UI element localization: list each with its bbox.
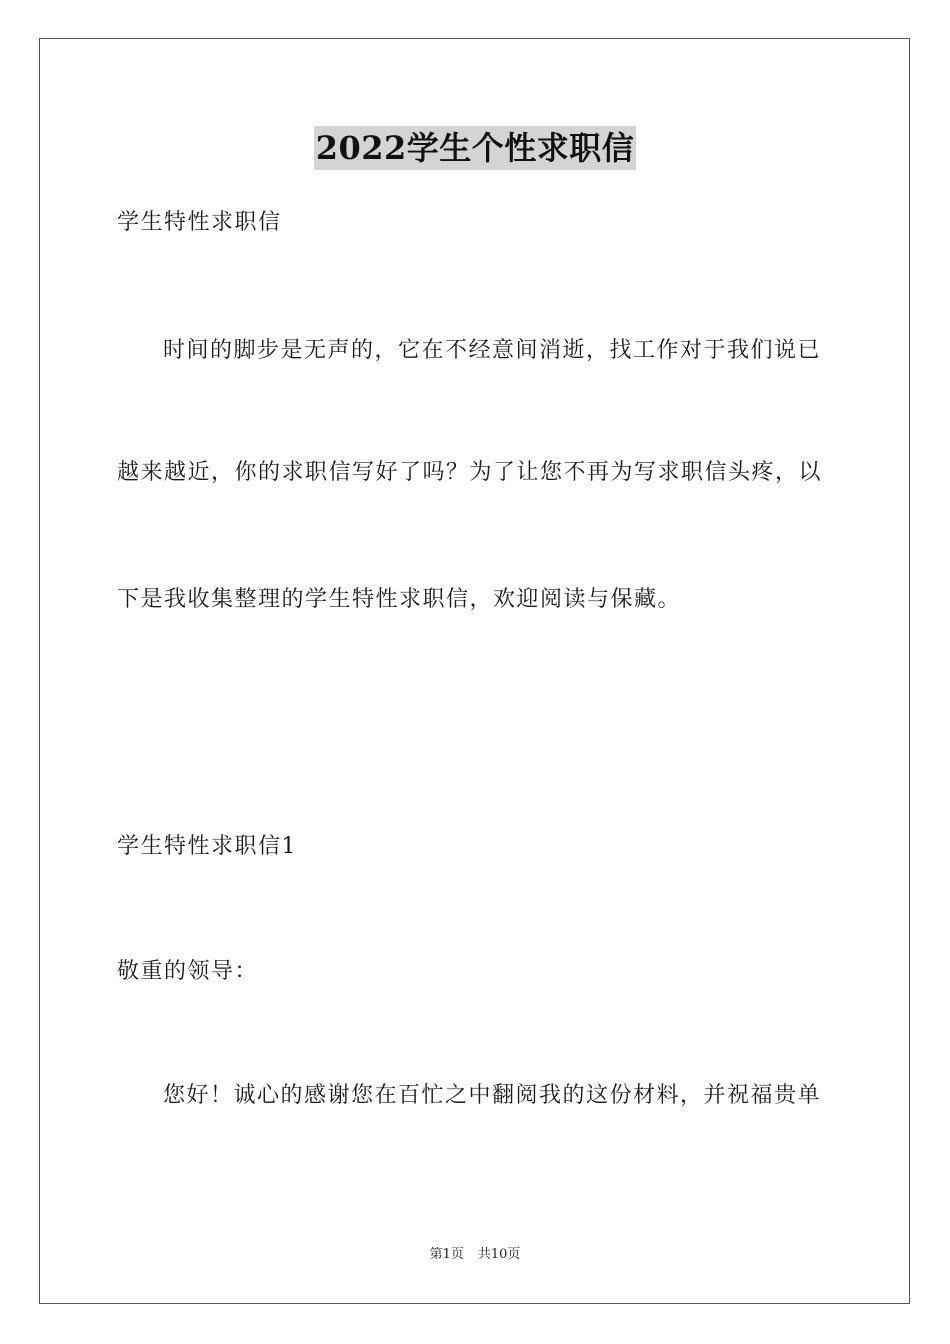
intro-line-3: 下是我收集整理的学生特性求职信，欢迎阅读与保藏。 <box>117 587 682 612</box>
document-subtitle: 学生特性求职信 <box>117 210 282 235</box>
document-title: 2022学生个性求职信 <box>314 126 637 170</box>
section-heading: 学生特性求职信1 <box>117 834 297 859</box>
intro-line-1: 时间的脚步是无声的，它在不经意间消逝，找工作对于我们说已 <box>163 338 822 363</box>
page-number: 第1页 <box>429 1247 464 1262</box>
page-footer <box>0 1245 950 1265</box>
body-line-1: 您好！诚心的感谢您在百忙之中翻阅我的这份材料，并祝福贵单 <box>163 1083 822 1108</box>
salutation: 敬重的领导： <box>117 959 259 984</box>
page-total: 共10页 <box>477 1247 521 1262</box>
title-container <box>0 126 950 170</box>
intro-line-2: 越来越近，你的求职信写好了吗？为了让您不再为写求职信头疼，以 <box>117 460 823 485</box>
